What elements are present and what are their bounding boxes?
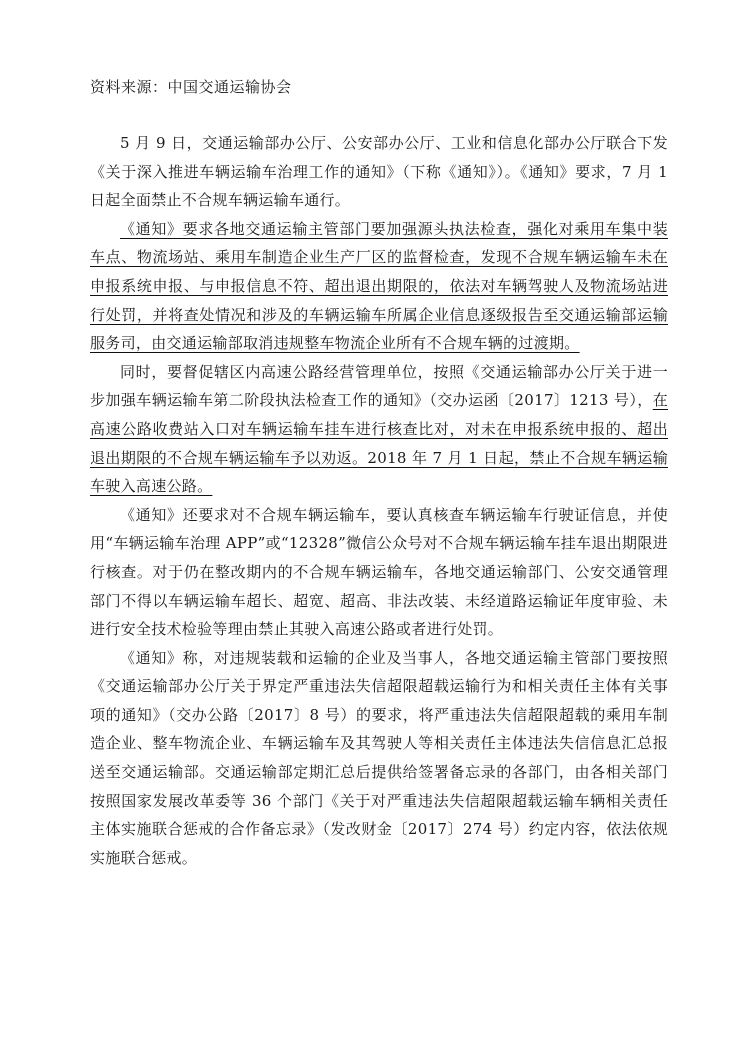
paragraph-5-text: 《通知》称，对违规装载和运输的企业及当事人，各地交通运输主管部门要按照《交通运输部办公厅关于界定严重违法失信超限超载运输行为和相关责任主体有关事项的通知》（交办公路〔2017〕8 号）的要求，将严重违法失信超限超载的乘用车制造企业、整车物流企业、车辆运输车及其驾驶人等相关责任主体违法失信信息汇总报送至交通运输部。交通运输部定期汇总后提供给签署备忘录的各部门，由各相关部门按照国家发展改革委等 36 个部门《关于对严重违法失信超限超载运输车辆相关责任主体实施联合惩戒的合作备忘录》（发改财金〔2017〕274 号）约定内容，依法依规实施联合惩戒。: [90, 648, 668, 867]
paragraph-2: [90, 215, 668, 358]
source-line: 资料来源：中国交通运输协会: [90, 78, 292, 96]
paragraph-1: [90, 129, 668, 215]
article-body: [90, 129, 668, 872]
paragraph-3: [90, 358, 668, 501]
paragraph-1-text: 5 月 9 日，交通运输部办公厅、公安部办公厅、工业和信息化部办公厅联合下发《关于深入推进车辆运输车治理工作的通知》（下称《通知》）。《通知》要求，7 月 1 日起全面禁止不合规车辆运输车通行。: [90, 134, 668, 210]
paragraph-2-underlined-text: 《通知》要求各地交通运输主管部门要加强源头执法检查，强化对乘用车集中装车点、物流场站、乘用车制造企业生产厂区的监督检查，发现不合规车辆运输车未在申报系统申报、与申报信息不符、超出退出期限的，依法对车辆驾驶人及物流场站进行处罚，并将查处情况和涉及的车辆运输车所属企业信息逐级报告至交通运输部运输服务司，由交通运输部取消违规整车物流企业所有不合规车辆的过渡期。: [90, 219, 668, 353]
paragraph-3-underlined-text: 在高速公路收费站入口对车辆运输车挂车进行核查比对，对未在申报系统申报的、超出退出期限的不合规车辆运输车予以劝返。2018 年 7 月 1 日起，禁止不合规车辆运输车驶入高速公路。: [90, 391, 668, 496]
paragraph-4: [90, 501, 668, 644]
paragraph-3-text: 同时，要督促辖区内高速公路经营管理单位，按照《交通运输部办公厅关于进一步加强车辆运输车第二阶段执法检查工作的通知》（交办运函〔2017〕1213 号），: [90, 362, 668, 410]
paragraph-4-text: 《通知》还要求对不合规车辆运输车，要认真核查车辆运输车行驶证信息，并使用“车辆运输车治理 APP”或“12328”微信公众号对不合规车辆运输车挂车退出期限进行核查。对于仍在整改期内的不合规车辆运输车，各地交通运输部门、公安交通管理部门不得以车辆运输车超长、超宽、超高、非法改装、未经道路运输证年度审验、未进行安全技术检验等理由禁止其驶入高速公路或者进行处罚。: [90, 505, 668, 639]
paragraph-5: [90, 644, 668, 873]
